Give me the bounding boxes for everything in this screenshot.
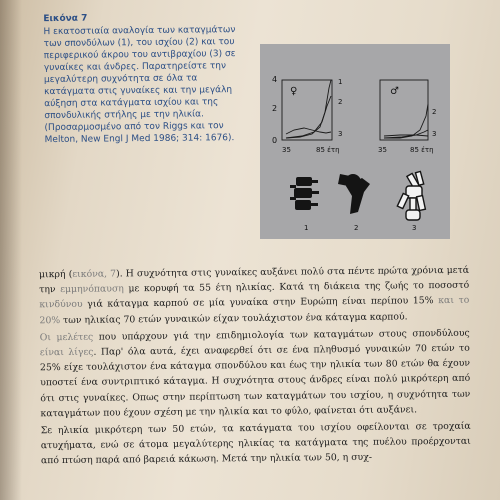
y-tick-4: 4 xyxy=(272,75,278,84)
paragraph-3: Σε ηλικία μικρότερη των 50 ετών, τα κατάγματα του ισχίου οφείλονται σε τροχαία ατυχήματα, ενώ σε άτομα μεγαλύτερης ηλικίας τα κατάγματα της πυέλου προέρχονται από πτώση παρά από βαρειά κάκωση. Μετά την ηλικία των 50, η συχ- xyxy=(40,420,471,467)
page-gutter-shadow xyxy=(0,0,22,500)
faded-text: Οι μελέτες xyxy=(39,331,94,344)
male-x-start: 35 xyxy=(378,146,387,154)
y-tick-2: 2 xyxy=(272,104,278,113)
female-curve-label-3: 3 xyxy=(338,130,343,138)
female-x-end: 85 έτη xyxy=(316,146,340,154)
faded-text: είναι λίγες xyxy=(39,346,94,359)
faded-text: εικόνα, 7 xyxy=(72,268,117,280)
hip-bone-icon xyxy=(338,174,370,214)
bone-label-2: 2 xyxy=(354,224,359,232)
wrist-bone-icon xyxy=(397,171,425,220)
paragraph-2: Οι μελέτες που υπάρχουν γιά την επιδημιολογία των καταγμάτων στους σπονδύλους είναι λίγες. Παρ' όλα αυτά, έχει αναφερθεί ότι σε ένα πληθυσμό γυναικών 70 ετών το 25% είχε τουλάχιστον ένα κάταγμα σπονδύλου και έως την ηλικία των 80 ετών θα έχουν υποστεί ένα συντριπτικό κάταγμα. Η συχνότητα στους άνδρες είναι πολύ μικρότερη από ότι στις γυναίκες. Οπως στην περίπτωση των καταγμάτων του ισχίου, η συχνότητα των καταγμάτων που έχουν σχέση με την ηλικία και το φύλο, φαίνεται ότι αυξάνει. xyxy=(39,327,471,420)
male-symbol: ♂ xyxy=(390,86,399,97)
faded-text: εμμηνόπαυση xyxy=(60,283,124,296)
female-symbol: ♀ xyxy=(290,86,298,97)
female-curve-2 xyxy=(286,96,331,138)
figure-panel xyxy=(260,44,450,239)
male-chart-frame xyxy=(380,80,428,140)
male-curve-1 xyxy=(384,130,428,138)
paragraph-1: μικρή (εικόνα, 7). Η συχνότητα στις γυναίκες αυξάνει πολύ στα πέντε πρώτα χρόνια μετά την εμμηνόπαυση με κορυφή τα 55 έτη ηλικίας. Κατά τη διάκεια της ζωής το ποσοστό κινδύνου γιά κάταγμα καρπού σε μία γυναίκα στην Ευρώπη είναι περίπου 15% και το 20% των ηλικίας 70 ετών γυναικών είχαν τουλάχιστον ένα κάταγμα καρπού. xyxy=(38,264,470,326)
female-curve-3 xyxy=(286,128,331,134)
male-x-end: 85 έτη xyxy=(410,146,434,154)
male-curve-label-3: 3 xyxy=(432,130,437,138)
faded-text: κινδύνου xyxy=(39,299,83,311)
bone-label-1: 1 xyxy=(304,224,309,232)
male-chart xyxy=(378,80,436,154)
body-text xyxy=(39,263,471,469)
male-curve-3 xyxy=(384,135,428,136)
female-x-start: 35 xyxy=(282,146,291,154)
caption-title: Εικόνα 7 xyxy=(43,13,88,25)
vertebra-icon xyxy=(290,177,319,210)
figure-graphic xyxy=(260,44,450,239)
figure-caption xyxy=(43,11,249,146)
male-curve-label-2: 2 xyxy=(432,108,437,116)
female-curve-label-1: 1 xyxy=(338,78,343,86)
female-curve-label-2: 2 xyxy=(338,98,343,106)
bone-label-3: 3 xyxy=(412,224,417,232)
faded-text: και το 20% xyxy=(39,295,470,326)
y-tick-0: 0 xyxy=(272,136,278,145)
caption-text: Η εκατοστιαία αναλογία των καταγμάτων των σπονδύλων (1), του ισχίου (2) και του περιφερικού άκρου του αντιβραχίου (3) σε γυναίκες και άνδρες. Παρατηρείστε την μεγαλύτερη συχνότητα σε όλα τα κατάγματα στις γυναίκες και την μεγάλη αύξηση στα κατάγματα ισχίου και της σπονδυλικής στήλης με την ηλικία. (Προσαρμοσμένο από τον Riggs και τον Melton, New Engl J Med 1986; 314: 1676). xyxy=(43,25,236,146)
female-chart xyxy=(272,75,342,154)
